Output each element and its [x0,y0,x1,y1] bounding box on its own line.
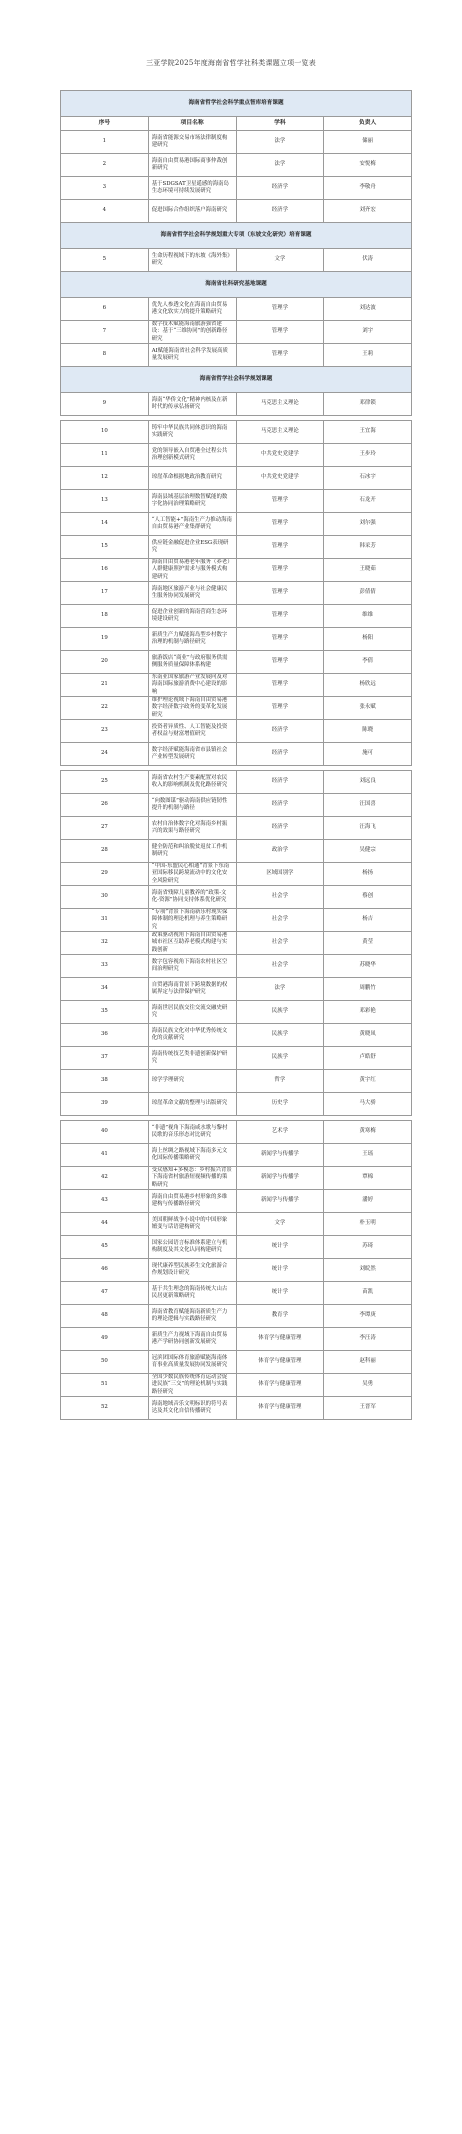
project-name: 农村自治体数字化对海南乡村振兴的效果与路径研究 [148,817,236,840]
row-number: 33 [61,955,149,978]
project-name: 基于共生理念的海南传统大山古民居更新策略研究 [148,1282,236,1305]
project-leader: 陈晓 [324,720,412,743]
project-leader: 刘齐宏 [324,200,412,223]
table-row [61,1282,412,1305]
header-subject: 学科 [236,117,324,131]
project-leader: 安悦梅 [324,154,412,177]
project-subject: 管理学 [236,605,324,628]
project-subject: 经济学 [236,794,324,817]
project-name: 海南地区旅游产业与社会健康民生服务协同发展研究 [148,582,236,605]
project-name: “专项”背景下海南新乐村现实保障体制的理论机理与养生策略研究 [148,909,236,932]
project-leader: 吴勇 [324,1374,412,1397]
row-number: 12 [61,467,149,490]
project-subject: 体育学与健康管理 [236,1374,324,1397]
project-subject: 管理学 [236,559,324,582]
row-number: 17 [61,582,149,605]
project-leader: 施可 [324,743,412,766]
row-number: 7 [61,321,149,344]
project-leader: 卢皓舒 [324,1047,412,1070]
table-row [61,321,412,344]
row-number: 24 [61,743,149,766]
project-subject: 新闻学与传播学 [236,1144,324,1167]
project-leader: 杨扬 [324,863,412,886]
project-leader: 韩采芳 [324,536,412,559]
project-subject: 中共党史党建学 [236,467,324,490]
project-leader: 李敬舟 [324,177,412,200]
row-number: 41 [61,1144,149,1167]
project-leader: 伏涛 [324,249,412,272]
project-name: 投资者异质性、人工智能及投资者权益与财富增值研究 [148,720,236,743]
row-number: 14 [61,513,149,536]
project-leader: 石龙开 [324,490,412,513]
document-title: 三亚学院2025年度海南省哲学社科类课题立项一览表 [146,59,316,67]
row-number: 18 [61,605,149,628]
project-name: AI赋能海南省社会科学发展高质量发展研究 [148,344,236,367]
row-number: 32 [61,932,149,955]
project-name: 海南“华侨文化”精神内核及在新时代的传承弘扬研究 [148,393,236,416]
project-name: 海南传统技艺类非遗创新保护研究 [148,1047,236,1070]
table-row [61,978,412,1001]
table-row [61,421,412,444]
project-subject: 民族学 [236,1024,324,1047]
project-name: 琼学学理研究 [148,1070,236,1093]
section-header-row [61,272,412,298]
project-name: 促进企业创新的海南营商生态环境建设研究 [148,605,236,628]
project-leader: 王瑶 [324,1144,412,1167]
project-leader: 李谭庚 [324,1305,412,1328]
project-leader: 苗凯 [324,1282,412,1305]
project-leader: 王莉 [324,344,412,367]
row-number: 20 [61,651,149,674]
table-row [61,1213,412,1236]
project-subject: 马克思主义理论 [236,421,324,444]
project-subject: 统计学 [236,1282,324,1305]
table-row [61,794,412,817]
section-title: 海南省哲学社会科学规划课题 [61,367,412,393]
row-number: 34 [61,978,149,1001]
project-subject: 艺术学 [236,1121,324,1144]
project-leader: 刘宇 [324,321,412,344]
project-leader: 赵科丽 [324,1351,412,1374]
project-name: 旅游饭店“商业”与政府服务供需侧服务质量保障体系构建 [148,651,236,674]
project-subject: 管理学 [236,628,324,651]
project-name: 海南县域基层治理数智赋能的数字化协同治理策略研究 [148,490,236,513]
project-name: 海南地域音乐文明标识的符号表达及其文化自信传播研究 [148,1397,236,1420]
project-leader: 刘尔强 [324,513,412,536]
project-subject: 经济学 [236,771,324,794]
row-number: 19 [61,628,149,651]
project-leader: 杨阳 [324,628,412,651]
table-row [61,1093,412,1116]
project-subject: 管理学 [236,697,324,720]
project-subject: 管理学 [236,344,324,367]
row-number: 16 [61,559,149,582]
project-name: 琼崖革命根据地政治教育研究 [148,467,236,490]
table-row [61,1328,412,1351]
table-row [61,1236,412,1259]
project-leader: 周鹏竹 [324,978,412,1001]
section-header-row [61,91,412,117]
table-row [61,1259,412,1282]
project-name: 数字经济赋能海南省市县镇社会产业转型发展研究 [148,743,236,766]
project-name: 优先人参透文化在海南自由贸易港文化软实力的提升策略研究 [148,298,236,321]
table-row [61,513,412,536]
project-name: 健全防范和纠治脱贫返贫工作机制研究 [148,840,236,863]
project-leader: 石冰宇 [324,467,412,490]
table-row [61,1167,412,1190]
project-name: 基于SDGSAT卫星遥感的海南岛生态环境可持续发展研究 [148,177,236,200]
project-leader: 杨吉 [324,909,412,932]
project-leader: 苏琦 [324,1236,412,1259]
project-leader: 王宜海 [324,421,412,444]
row-number: 48 [61,1305,149,1328]
project-subject: 教育学 [236,1305,324,1328]
row-number: 21 [61,674,149,697]
project-name: 琼崖革命文献的整理与出版研究 [148,1093,236,1116]
project-table-wrapper [60,90,412,1420]
table-row [61,1351,412,1374]
project-subject: 中共党史党建学 [236,444,324,467]
table-row [61,720,412,743]
project-subject: 管理学 [236,298,324,321]
project-name: “人工智能+”海南生产力推动海南自由贸易港产业集群研究 [148,513,236,536]
row-number: 15 [61,536,149,559]
row-number: 23 [61,720,149,743]
project-name: 海南自由贸易港老年服务（养老）人群健康照护需求与服务模式构建研究 [148,559,236,582]
project-subject: 经济学 [236,817,324,840]
row-number: 52 [61,1397,149,1420]
project-subject: 政治学 [236,840,324,863]
row-number: 40 [61,1121,149,1144]
row-number: 13 [61,490,149,513]
table-row [61,444,412,467]
project-name: “中国-东盟民心相通”背景下东南亚国际移民跨境流动中的文化安全风险研究 [148,863,236,886]
project-subject: 管理学 [236,674,324,697]
project-leader: 王晓茹 [324,559,412,582]
table-row [61,344,412,367]
project-name: 海南自由贸易港乡村形象的多维建构与传播路径研究 [148,1190,236,1213]
project-subject: 管理学 [236,582,324,605]
project-subject: 管理学 [236,321,324,344]
project-subject: 经济学 [236,743,324,766]
project-subject: 文学 [236,249,324,272]
project-name: 东南亚国家旅游产业发展向及对海南国际旅游消费中心建设的影响 [148,674,236,697]
table-row [61,771,412,794]
row-number: 45 [61,1236,149,1259]
project-name: 自贸港海南背景下跨境数据的权属界定与法律保护研究 [148,978,236,1001]
table-row [61,177,412,200]
table-row [61,840,412,863]
project-name: 美国朝鲜战争小说中的中国形象嬗变与话语建构研究 [148,1213,236,1236]
project-name: 海南省残障儿童教养的“政策-文化-资源”协同支持体系优化研究 [148,886,236,909]
project-leader: 杨欣远 [324,674,412,697]
header-name: 项目名称 [148,117,236,131]
project-leader: 王晋军 [324,1397,412,1420]
table-row [61,200,412,223]
project-leader: 吴健宗 [324,840,412,863]
table-row [61,249,412,272]
project-name: 海南自由贸易港国际商事仲裁创新研究 [148,154,236,177]
row-number: 22 [61,697,149,720]
project-leader: 邓彩艳 [324,1001,412,1024]
row-number: 49 [61,1328,149,1351]
row-number: 10 [61,421,149,444]
table-row [61,674,412,697]
project-subject: 体育学与健康管理 [236,1351,324,1374]
row-number: 39 [61,1093,149,1116]
table-row [61,909,412,932]
row-number: 5 [61,249,149,272]
project-leader: 黄寒梅 [324,1121,412,1144]
project-subject: 法学 [236,131,324,154]
project-name: 全国少数民族传统体育运动会促进民族“三交”的理论机制与实践路径研究 [148,1374,236,1397]
row-number: 43 [61,1190,149,1213]
row-number: 26 [61,794,149,817]
project-subject: 统计学 [236,1236,324,1259]
project-leader: 覃棉 [324,1167,412,1190]
row-number: 44 [61,1213,149,1236]
project-name: 海南民族文化对中华优秀传统文化的贡献研究 [148,1024,236,1047]
project-subject: 文学 [236,1213,324,1236]
row-number: 30 [61,886,149,909]
project-name: 生命历程视域下的东坡《海外集》研究 [148,249,236,272]
table-row [61,467,412,490]
project-name: 供应链金融促进企业ESG表现研究 [148,536,236,559]
row-number: 46 [61,1259,149,1282]
project-name: 新质生产力赋能海岛型乡村数字治理的机制与路径研究 [148,628,236,651]
project-leader: 维维 [324,605,412,628]
project-name: 受众感知+多模态：乡村振兴背景下海南省村旅游短视频传播的策略研究 [148,1167,236,1190]
project-name: “非遗”视角下海南咸水歌与黎村民歌的音乐形态对比研究 [148,1121,236,1144]
section-title: 海南省社科研究基地课题 [61,272,412,298]
project-subject: 区域国别学 [236,863,324,886]
table-row [61,743,412,766]
project-leader: 黄宇红 [324,1070,412,1093]
project-subject: 法学 [236,978,324,1001]
table-row [61,1397,412,1420]
project-subject: 体育学与健康管理 [236,1328,324,1351]
project-table [60,90,412,1420]
row-number: 38 [61,1070,149,1093]
row-number: 2 [61,154,149,177]
section-title: 海南省哲学社会科学重点智库培育课题 [61,91,412,117]
project-leader: 刘远良 [324,771,412,794]
project-subject: 经济学 [236,720,324,743]
row-number: 37 [61,1047,149,1070]
table-row [61,1001,412,1024]
project-subject: 新闻学与传播学 [236,1167,324,1190]
project-leader: 刘皖然 [324,1259,412,1282]
row-number: 31 [61,909,149,932]
project-subject: 管理学 [236,490,324,513]
table-row [61,490,412,513]
project-leader: 潘婷 [324,1190,412,1213]
row-number: 3 [61,177,149,200]
project-name: 海南省教育赋能海南新质生产力的理论逻辑与实践路径研究 [148,1305,236,1328]
row-number: 11 [61,444,149,467]
table-row [61,697,412,720]
project-leader: 王步玲 [324,444,412,467]
table-row [61,955,412,978]
project-subject: 民族学 [236,1001,324,1024]
column-header-row [61,117,412,131]
project-name: 海南世居民族交往交流交融史研究 [148,1001,236,1024]
row-number: 36 [61,1024,149,1047]
project-leader: 李倩 [324,651,412,674]
row-number: 6 [61,298,149,321]
project-name: 铸牢中华民族共同体意识的海南实践研究 [148,421,236,444]
project-subject: 马克思主义理论 [236,393,324,416]
table-row [61,154,412,177]
project-subject: 法学 [236,154,324,177]
project-name: 维护理论视域下海南自由贸易港数字经济数字政务的变革化发展研究 [148,697,236,720]
table-row [61,1190,412,1213]
row-number: 29 [61,863,149,886]
row-number: 4 [61,200,149,223]
project-leader: 汪海飞 [324,817,412,840]
table-row [61,1024,412,1047]
project-name: 现代康养型民族养生文化旅游合作规划设计研究 [148,1259,236,1282]
project-name: 数字包容视角下海南农村社区空间治理研究 [148,955,236,978]
project-subject: 社会学 [236,955,324,978]
project-leader: 朴玉明 [324,1213,412,1236]
project-leader: 李汪涛 [324,1328,412,1351]
row-number: 25 [61,771,149,794]
section-title: 海南省哲学社会科学规划重大专项（东坡文化研究）培育课题 [61,223,412,249]
table-row [61,298,412,321]
table-row [61,863,412,886]
table-row [61,817,412,840]
project-name: 冠滨团国际体育旅游赋能海南体育事业高质量发展协同发展研究 [148,1351,236,1374]
project-leader: 储丽 [324,131,412,154]
row-number: 51 [61,1374,149,1397]
project-leader: 蔡创 [324,886,412,909]
table-row [61,932,412,955]
project-subject: 经济学 [236,177,324,200]
row-number: 47 [61,1282,149,1305]
project-name: 促进国际合作组织落户海南研究 [148,200,236,223]
project-subject: 经济学 [236,200,324,223]
project-leader: 马大骄 [324,1093,412,1116]
row-number: 35 [61,1001,149,1024]
project-subject: 新闻学与传播学 [236,1190,324,1213]
section-header-row [61,367,412,393]
project-subject: 社会学 [236,909,324,932]
row-number: 27 [61,817,149,840]
table-row [61,582,412,605]
table-row [61,1144,412,1167]
project-subject: 统计学 [236,1259,324,1282]
table-row [61,886,412,909]
table-row [61,393,412,416]
row-number: 42 [61,1167,149,1190]
project-subject: 管理学 [236,651,324,674]
project-subject: 社会学 [236,932,324,955]
project-leader: 刘达波 [324,298,412,321]
project-leader: 苏晓华 [324,955,412,978]
table-row [61,1121,412,1144]
table-row [61,131,412,154]
header-no: 序号 [61,117,149,131]
table-row [61,559,412,582]
project-subject: 体育学与健康管理 [236,1397,324,1420]
row-number: 50 [61,1351,149,1374]
project-name: 海南省能源交易市场法律制度构建研究 [148,131,236,154]
project-leader: 黄莹 [324,932,412,955]
project-name: 新质生产力视域下海南自由贸易港产学研协同创新发展研究 [148,1328,236,1351]
table-row [61,536,412,559]
table-row [61,1374,412,1397]
project-name: 海上丝绸之路视域下海南多元文化国际传播策略研究 [148,1144,236,1167]
project-subject: 管理学 [236,536,324,559]
project-name: 政策驱动视角下海南自由贸易港城市社区互助养老模式构建与实践创新 [148,932,236,955]
project-subject: 管理学 [236,513,324,536]
project-name: 国家公园语言标准体系建立与机构制度及其文化认同构建研究 [148,1236,236,1259]
project-subject: 哲学 [236,1070,324,1093]
project-leader: 张永赋 [324,697,412,720]
row-number: 28 [61,840,149,863]
table-row [61,1070,412,1093]
project-leader: 汪国喜 [324,794,412,817]
project-name: 党的领导嵌入自贸港全过程公共治理创新模式研究 [148,444,236,467]
project-leader: 邓律锁 [324,393,412,416]
project-name: 数字技术赋能海南旅游强省建设：基于“三维协同”的创新路径研究 [148,321,236,344]
table-row [61,1305,412,1328]
project-name: 海南省农村生产要素配置对农民收入的影响机制及优化路径研究 [148,771,236,794]
project-subject: 历史学 [236,1093,324,1116]
section-header-row [61,223,412,249]
table-row [61,1047,412,1070]
project-subject: 社会学 [236,886,324,909]
project-leader: 彭倩倩 [324,582,412,605]
table-row [61,605,412,628]
table-row [61,628,412,651]
row-number: 8 [61,344,149,367]
table-row [61,651,412,674]
project-name: “向数图谋”驱动海南供应链韧性提升的机制与路径 [148,794,236,817]
row-number: 1 [61,131,149,154]
project-leader: 黄晓凤 [324,1024,412,1047]
project-subject: 民族学 [236,1047,324,1070]
header-person: 负责人 [324,117,412,131]
row-number: 9 [61,393,149,416]
